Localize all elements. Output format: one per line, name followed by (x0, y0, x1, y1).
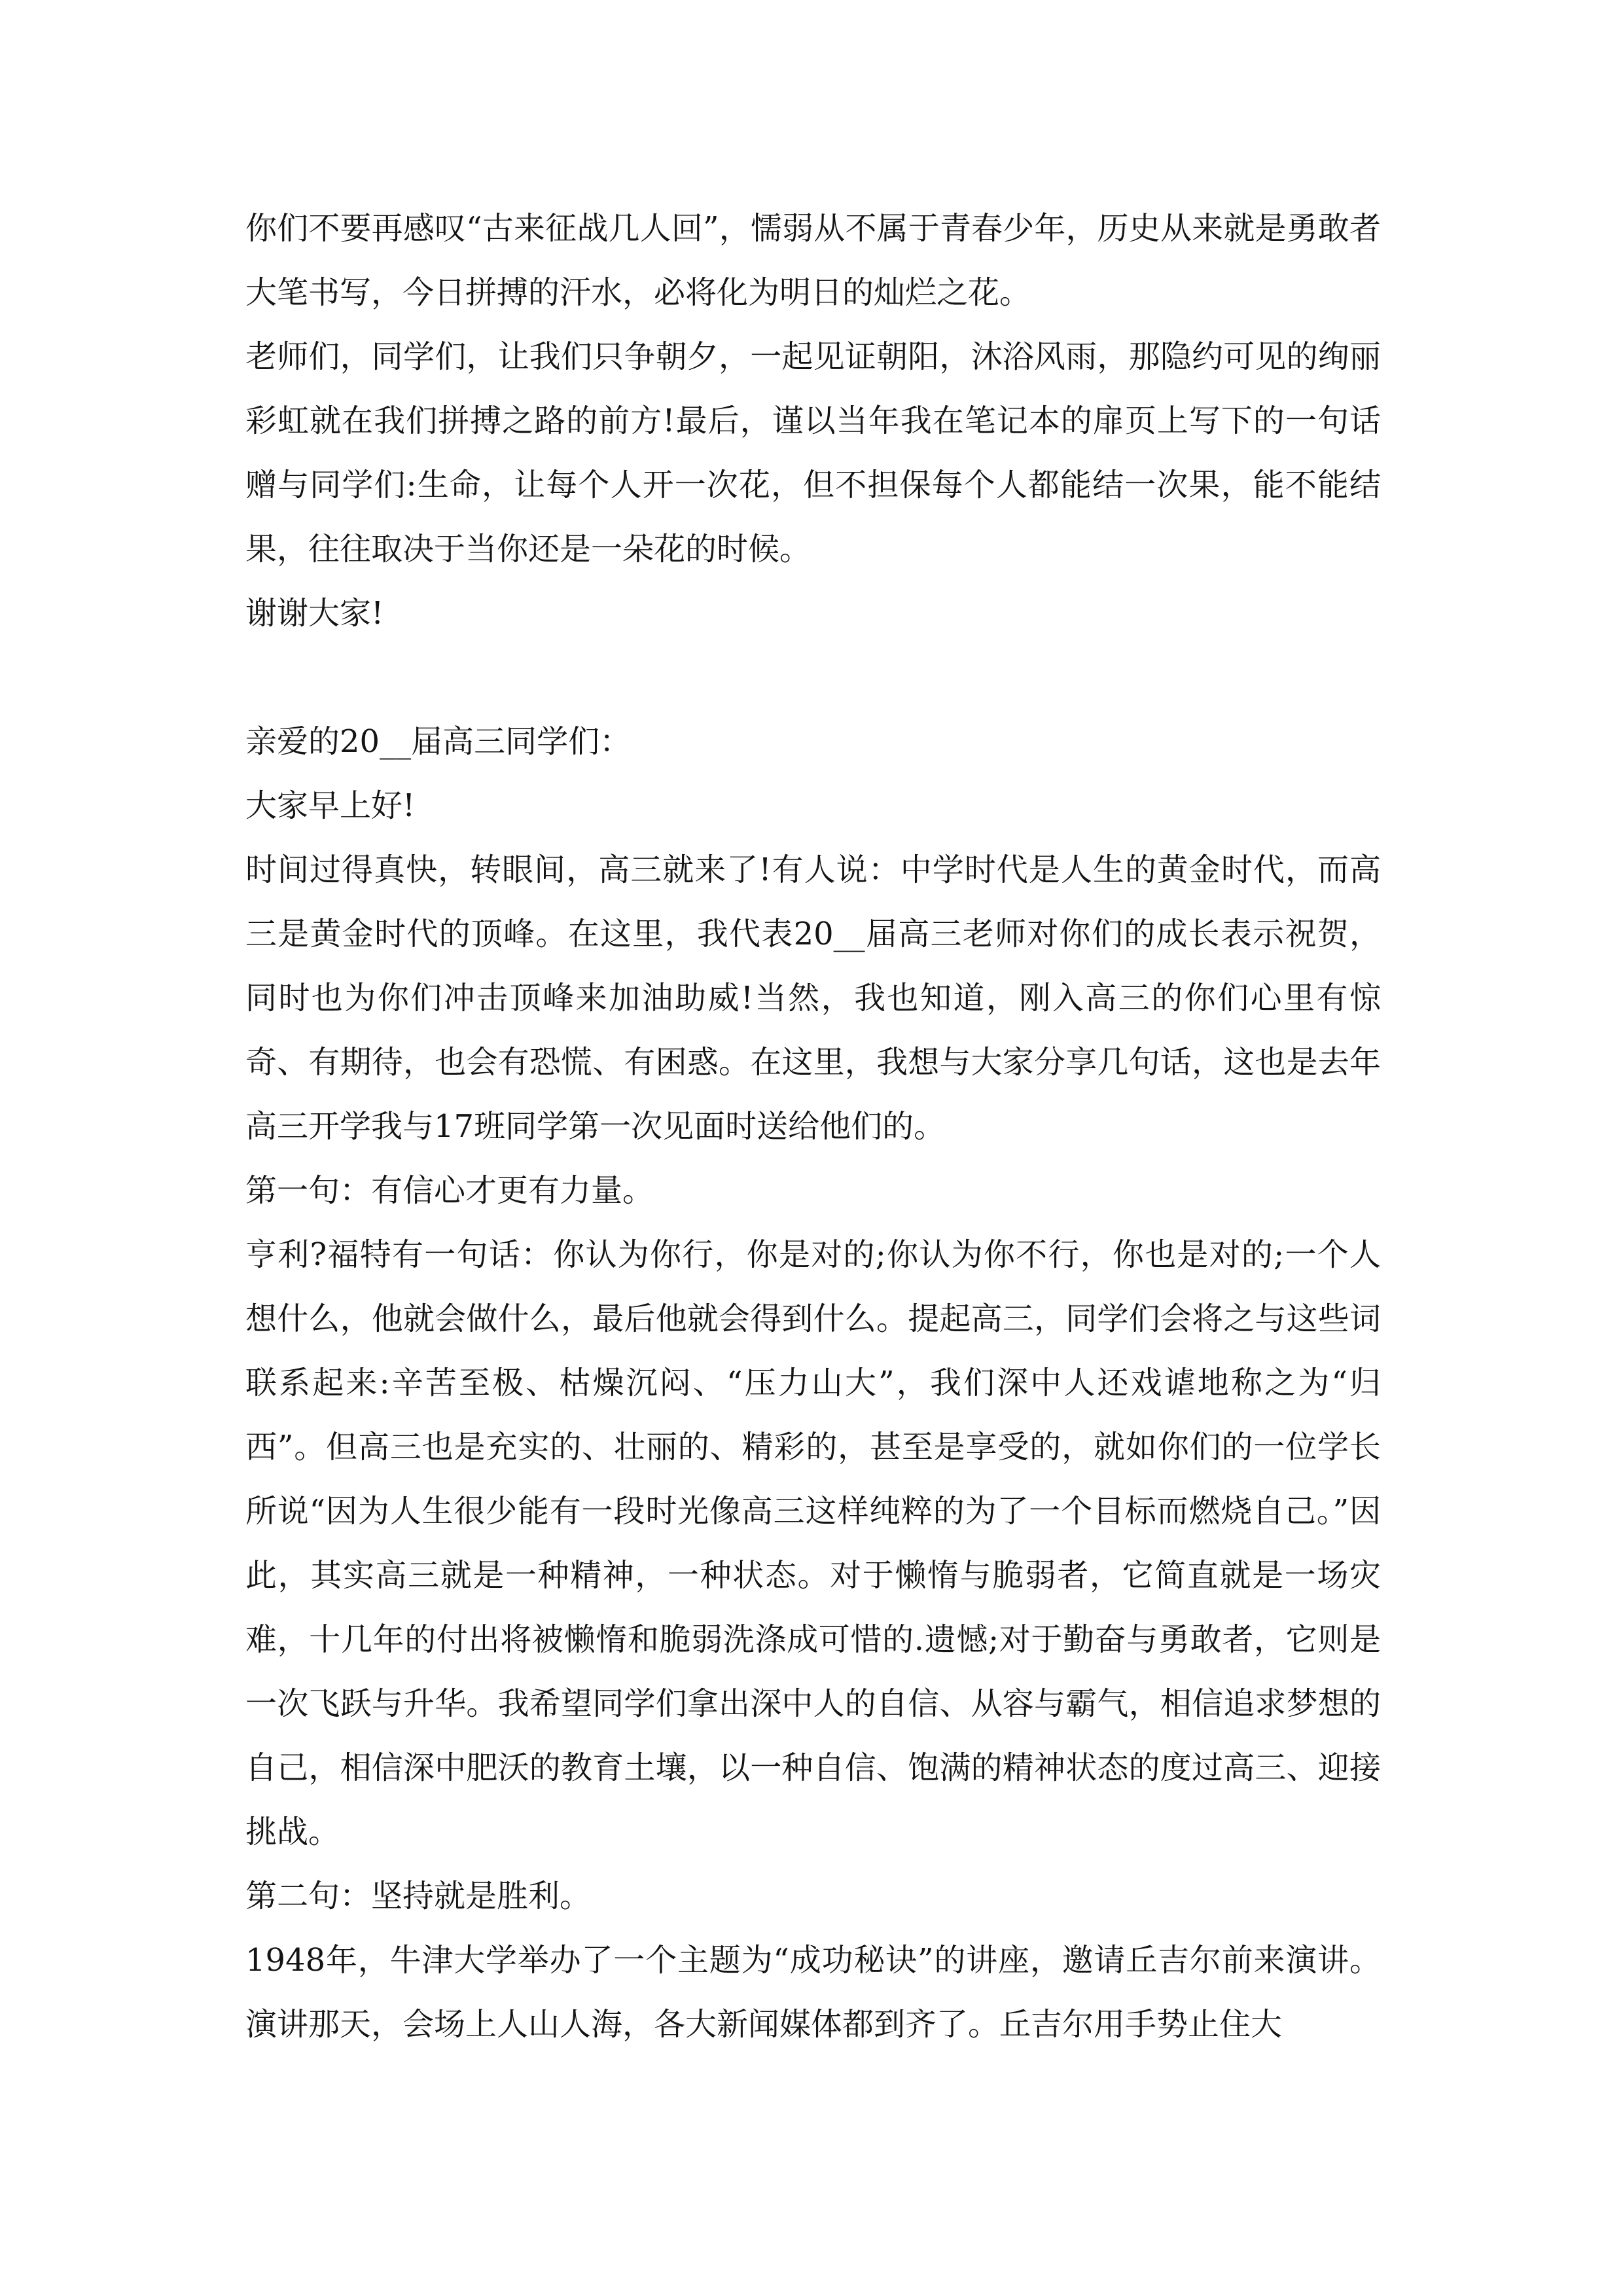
paragraph-salutation: 亲爱的20__届高三同学们： (245, 723, 632, 760)
paragraph-thanks: 谢谢大家! (245, 595, 384, 632)
paragraph-point-one: 亨利?福特有一句话：你认为你行，你是对的;你认为你不行，你也是对的;一个人想什么，他就会做什么，最后他就会得到什么。提起高三，同学们会将之与这些词联系起来:辛苦至极、枯燥沉闷、“压力山大”，我们深中人还戏谑地称之为“归西”。但高三也是充实的、壮丽的、精彩的，甚至是享受的，就如你们的一位学长所说“因为人生很少能有一段时光像高三这样纯粹的为了一个目标而燃烧自己。”因此，其实高三就是一种精神，一种状态。对于懒惰与脆弱者，它简直就是一场灾难，十几年的付出将被懒惰和脆弱洗涤成可惜的.遗憾;对于勤奋与勇敢者，它则是一次飞跃与升华。我希望同学们拿出深中人的自信、从容与霸气，相信追求梦想的自己，相信深中肥沃的教育土壤，以一种自信、饱满的精神状态的度过高三、迎接挑战。 (245, 1236, 1381, 1850)
paragraph-closing-encouragement: 你们不要再感叹“古来征战几人回”，懦弱从不属于青春少年，历史从来就是勇敢者大笔书写，今日拼搏的汗水，必将化为明日的灿烂之花。 (245, 210, 1381, 311)
document-body (245, 196, 1381, 2056)
paragraph-greeting: 大家早上好! (245, 787, 416, 824)
paragraph-intro: 时间过得真快，转眼间，高三就来了!有人说：中学时代是人生的黄金时代，而高三是黄金时代的顶峰。在这里，我代表20__届高三老师对你们的成长表示祝贺，同时也为你们冲击顶峰来加油助威!当然，我也知道，刚入高三的你们心里有惊奇、有期待，也会有恐慌、有困惑。在这里，我想与大家分享几句话，这也是去年高三开学我与17班同学第一次见面时送给他们的。 (245, 852, 1381, 1145)
heading-point-one: 第一句：有信心才更有力量。 (245, 1172, 654, 1209)
paragraph-point-two: 1948年，牛津大学举办了一个主题为“成功秘诀”的讲座，邀请丘吉尔前来演讲。演讲那天，会场上人山人海，各大新闻媒体都到齐了。丘吉尔用手势止住大 (245, 1942, 1381, 2043)
heading-point-two: 第二句：坚持就是胜利。 (245, 1878, 592, 1914)
paragraph-closing-motto: 老师们，同学们，让我们只争朝夕，一起见证朝阳，沐浴风雨，那隐约可见的绚丽彩虹就在我们拼搏之路的前方!最后，谨以当年我在笔记本的扉页上写下的一句话赠与同学们:生命，让每个人开一次花，但不担保每个人都能结一次果，能不能结果，往往取决于当你还是一朵花的时候。 (245, 338, 1381, 567)
section-spacer (245, 645, 1381, 709)
